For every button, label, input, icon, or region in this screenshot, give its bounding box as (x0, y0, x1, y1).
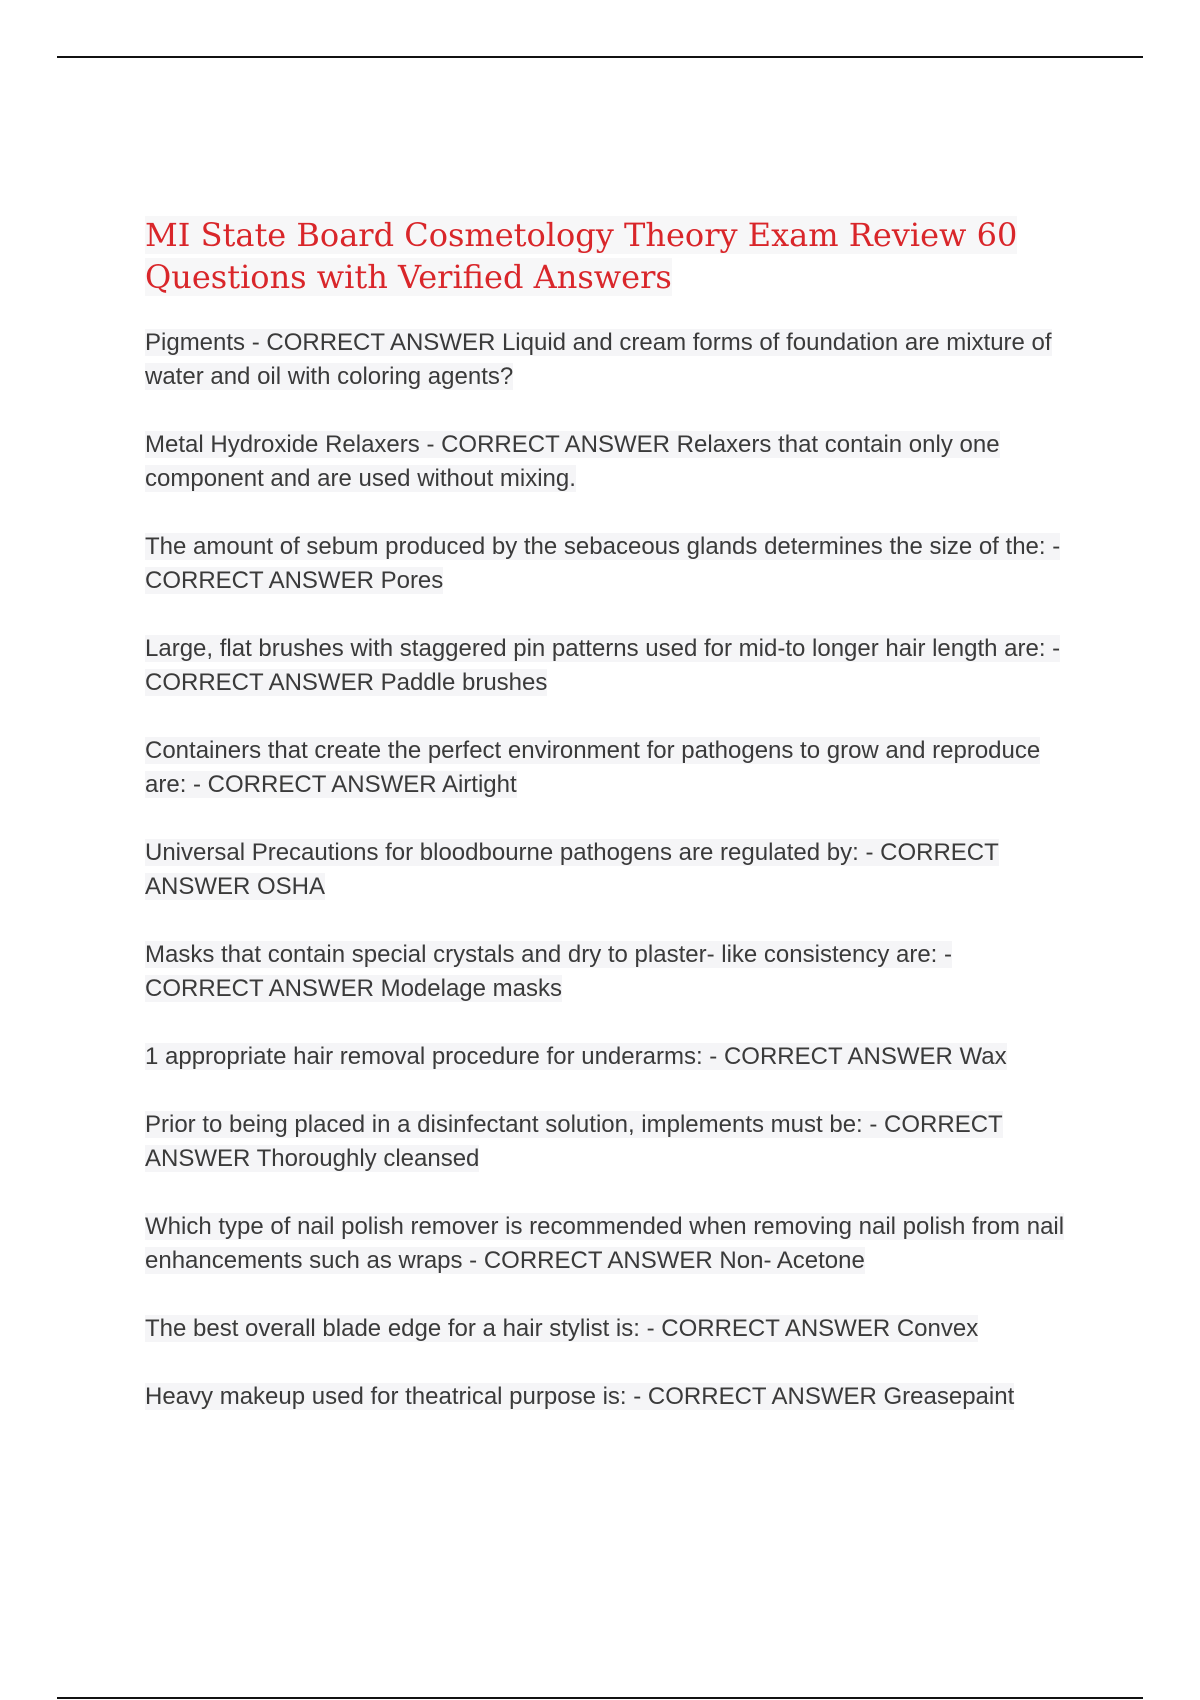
qa-entry-text: The amount of sebum produced by the sebaceous glands determines the size of the: - CORRECT ANSWER Pores (145, 533, 1061, 594)
qa-entry-text: 1 appropriate hair removal procedure for underarms: - CORRECT ANSWER Wax (145, 1043, 1007, 1070)
qa-entry (145, 326, 1075, 394)
qa-entry (145, 734, 1075, 802)
qa-entry (145, 632, 1075, 700)
footer-rule (57, 1697, 1143, 1699)
qa-entry-text: Large, flat brushes with staggered pin patterns used for mid-to longer hair length are: - CORRECT ANSWER Paddle brushes (145, 635, 1061, 696)
qa-entry-text: Heavy makeup used for theatrical purpose is: - CORRECT ANSWER Greasepaint (145, 1383, 1015, 1410)
qa-entry (145, 530, 1075, 598)
qa-entry (145, 1210, 1075, 1278)
qa-entry (145, 1312, 1075, 1346)
qa-entry-text: Which type of nail polish remover is recommended when removing nail polish from nail enhancements such as wraps - CORRECT ANSWER Non- Acetone (145, 1213, 1065, 1274)
header-rule (57, 56, 1143, 58)
qa-entry-text: The best overall blade edge for a hair stylist is: - CORRECT ANSWER Convex (145, 1315, 979, 1342)
qa-entry-text: Containers that create the perfect environment for pathogens to grow and reproduce are: - CORRECT ANSWER Airtight (145, 737, 1041, 798)
qa-entry (145, 1380, 1075, 1414)
qa-entry-text: Metal Hydroxide Relaxers - CORRECT ANSWER Relaxers that contain only one component and are used without mixing. (145, 431, 1000, 492)
qa-entry (145, 938, 1075, 1006)
document-title (145, 214, 1075, 298)
document-body (145, 214, 1075, 1448)
qa-entry (145, 1108, 1075, 1176)
qa-entry (145, 836, 1075, 904)
qa-entry-text: Prior to being placed in a disinfectant solution, implements must be: - CORRECT ANSWER Thoroughly cleansed (145, 1111, 1003, 1172)
qa-entry-text: Pigments - CORRECT ANSWER Liquid and cream forms of foundation are mixture of water and oil with coloring agents? (145, 329, 1052, 390)
qa-entry-text: Masks that contain special crystals and dry to plaster- like consistency are: - CORRECT ANSWER Modelage masks (145, 941, 952, 1002)
qa-entry (145, 1040, 1075, 1074)
document-title-text: MI State Board Cosmetology Theory Exam Review 60 Questions with Verified Answers (145, 216, 1018, 296)
qa-entry-text: Universal Precautions for bloodbourne pathogens are regulated by: - CORRECT ANSWER OSHA (145, 839, 999, 900)
qa-entry (145, 428, 1075, 496)
